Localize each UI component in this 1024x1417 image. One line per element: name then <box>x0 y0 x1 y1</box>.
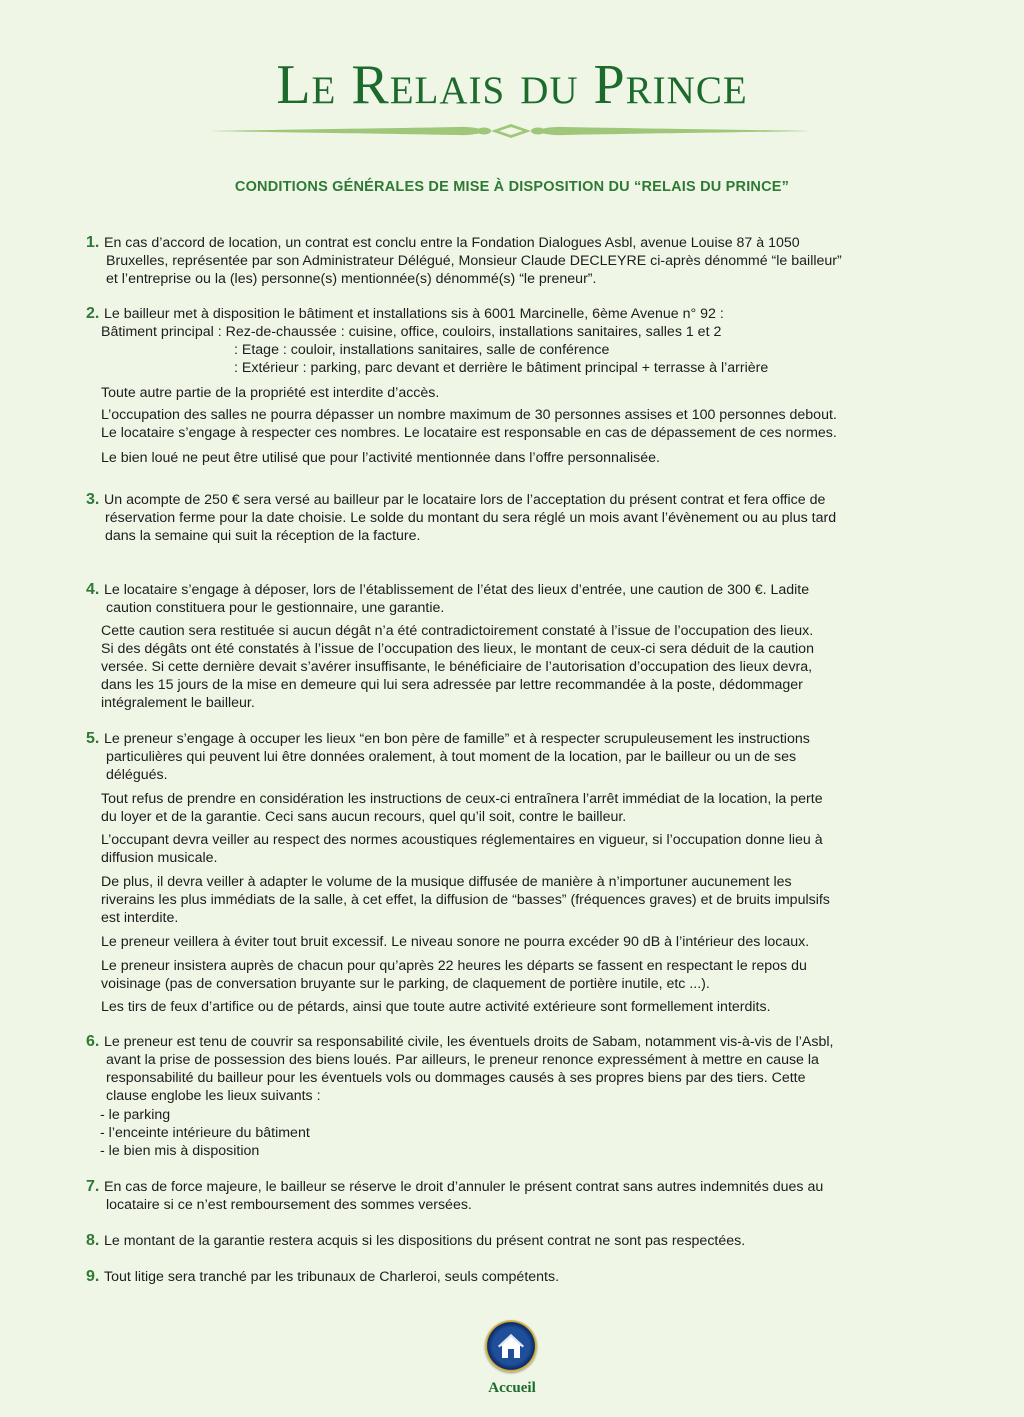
home-link[interactable]: Accueil <box>488 1380 536 1396</box>
section-number: 6. <box>86 1033 100 1050</box>
document-subtitle: CONDITIONS GÉNÉRALES DE MISE À DISPOSITION DU “RELAIS DU PRINCE” <box>234 179 790 195</box>
section-line: Le montant de la garantie restera acquis si les dispositions du présent contrat ne sont pas respectées. <box>104 1233 746 1249</box>
section-line: délégués. <box>106 767 168 783</box>
section-line: : Extérieur : parking, parc devant et derrière le bâtiment principal + terrasse à l’arrière <box>234 360 769 376</box>
paragraph: Le bien loué ne peut être utilisé que pour l’activité mentionnée dans l’offre personnalisée. <box>101 450 660 466</box>
paragraph: est interdite. <box>101 910 179 926</box>
paragraph: diffusion musicale. <box>101 850 218 866</box>
section-number: 2. <box>86 305 100 322</box>
section-line: et l’entreprise ou la (les) personne(s) mentionnée(s) dénommé(s) “le preneur”. <box>106 271 597 287</box>
section-line: avant la prise de possession des biens loués. Par ailleurs, le preneur renonce expressément à mettre en cause la <box>106 1052 819 1068</box>
page-title: Le Relais du Prince <box>276 54 748 116</box>
section-line: locataire si ce n’est remboursement des sommes versées. <box>106 1197 472 1213</box>
list-item: - l’enceinte intérieure du bâtiment <box>100 1125 310 1141</box>
section-line: En cas d’accord de location, un contrat est conclu entre la Fondation Dialogues Asbl, avenue Louise 87 à 1050 <box>104 235 800 251</box>
section-line: Bruxelles, représentée par son Administrateur Délégué, Monsieur Claude DECLEYRE ci-après dénommé “le bailleur” <box>106 253 842 269</box>
section-line: Le bailleur met à disposition le bâtiment et installations sis à 6001 Marcinelle, 6ème Avenue n° 92 : <box>104 306 724 322</box>
section-line: En cas de force majeure, le bailleur se réserve le droit d’annuler le présent contrat sans autres indemnités dues au <box>104 1179 824 1195</box>
paragraph: Les tirs de feux d’artifice ou de pétards, ainsi que toute autre activité extérieure sont formellement interdits. <box>101 999 771 1015</box>
section-line: Le preneur s’engage à occuper les lieux “en bon père de famille” et à respecter scrupuleusement les instructions <box>104 731 810 747</box>
paragraph: dans les 15 jours de la mise en demeure qui lui sera adressée par lettre recommandée à la poste, dédommager <box>101 677 803 693</box>
section-number: 3. <box>86 491 100 508</box>
section-line: Un acompte de 250 € sera versé au bailleur par le locataire lors de l’acceptation du présent contrat et fera office de <box>104 492 826 508</box>
section-number: 4. <box>86 581 100 598</box>
section-number: 7. <box>86 1178 100 1195</box>
home-icon <box>496 1331 526 1361</box>
paragraph: voisinage (pas de conversation bruyante sur le parking, de claquement de portière inutile, etc ...). <box>101 976 710 992</box>
paragraph: du loyer et de la garantie. Ceci sans aucun recours, quel qu’il soit, contre le bailleur. <box>101 809 627 825</box>
paragraph: Si des dégâts ont été constatés à l’issue de l’occupation des lieux, le montant de ceux-ci sera déduit de la caution <box>101 641 814 657</box>
paragraph: versée. Si cette dernière devait s’avérer insuffisante, le bénéficiaire de l’autorisation d’occupation des lieux devra, <box>101 659 813 675</box>
home-button[interactable] <box>485 1320 537 1372</box>
section-line: : Etage : couloir, installations sanitaires, salle de conférence <box>234 342 610 358</box>
list-item: - le parking <box>100 1107 171 1123</box>
paragraph: Le locataire s’engage à respecter ces nombres. Le locataire est responsable en cas de dépassement de ces normes. <box>101 425 837 441</box>
paragraph: Le preneur veillera à éviter tout bruit excessif. Le niveau sonore ne pourra excéder 90 dB à l’intérieur des locaux. <box>101 934 810 950</box>
section-number: 8. <box>86 1232 100 1249</box>
ornament-divider <box>208 120 814 142</box>
paragraph: De plus, il devra veiller à adapter le volume de la musique diffusée de manière à n’importuner aucunement les <box>101 874 792 890</box>
paragraph: Tout refus de prendre en considération les instructions de ceux-ci entraînera l’arrêt immédiat de la location, la perte <box>101 791 823 807</box>
section-line: particulières qui peuvent lui être données oralement, à tout moment de la location, par le bailleur ou un de ses <box>106 749 797 765</box>
section-number: 9. <box>86 1268 100 1285</box>
paragraph: Le preneur insistera auprès de chacun pour qu’après 22 heures les départs se fassent en respectant le repos du <box>101 958 807 974</box>
section-number: 5. <box>86 730 100 747</box>
section-line: Tout litige sera tranché par les tribunaux de Charleroi, seuls compétents. <box>104 1269 560 1285</box>
list-item: - le bien mis à disposition <box>100 1143 260 1159</box>
section-line: Bâtiment principal : Rez-de-chaussée : cuisine, office, couloirs, installations sanitaires, salles 1 et 2 <box>101 324 722 340</box>
section-line: responsabilité du bailleur pour les éventuels vols ou dommages causés à ses propres biens par des tiers. Cette <box>106 1070 806 1086</box>
paragraph: riverains les plus immédiats de la salle, à cet effet, la diffusion de “basses” (fréquences graves) et de bruits impulsifs <box>101 892 830 908</box>
paragraph: Cette caution sera restituée si aucun dégât n’a été contradictoirement constaté à l’issue de l’occupation des lieux. <box>101 623 814 639</box>
section-line: clause englobe les lieux suivants : <box>106 1088 321 1104</box>
paragraph: Toute autre partie de la propriété est interdite d’accès. <box>101 385 440 401</box>
paragraph: L’occupation des salles ne pourra dépasser un nombre maximum de 30 personnes assises et 100 personnes debout. <box>101 407 837 423</box>
section-line: réservation ferme pour la date choisie. Le solde du montant du sera réglé un mois avant l’évènement ou au plus tard <box>105 510 837 526</box>
section-number: 1. <box>86 234 100 251</box>
section-line: Le locataire s’engage à déposer, lors de l’établissement de l’état des lieux d’entrée, une caution de 300 €. Ladite <box>104 582 810 598</box>
paragraph: L’occupant devra veiller au respect des normes acoustiques réglementaires en vigueur, si l’occupation donne lieu à <box>101 832 823 848</box>
paragraph: intégralement le bailleur. <box>101 695 255 711</box>
section-line: caution constituera pour le gestionnaire, une garantie. <box>106 600 445 616</box>
section-line: dans la semaine qui suit la réception de la facture. <box>105 528 421 544</box>
section-line: Le preneur est tenu de couvrir sa responsabilité civile, les éventuels droits de Sabam, notamment vis-à-vis de l’Asbl, <box>104 1034 834 1050</box>
